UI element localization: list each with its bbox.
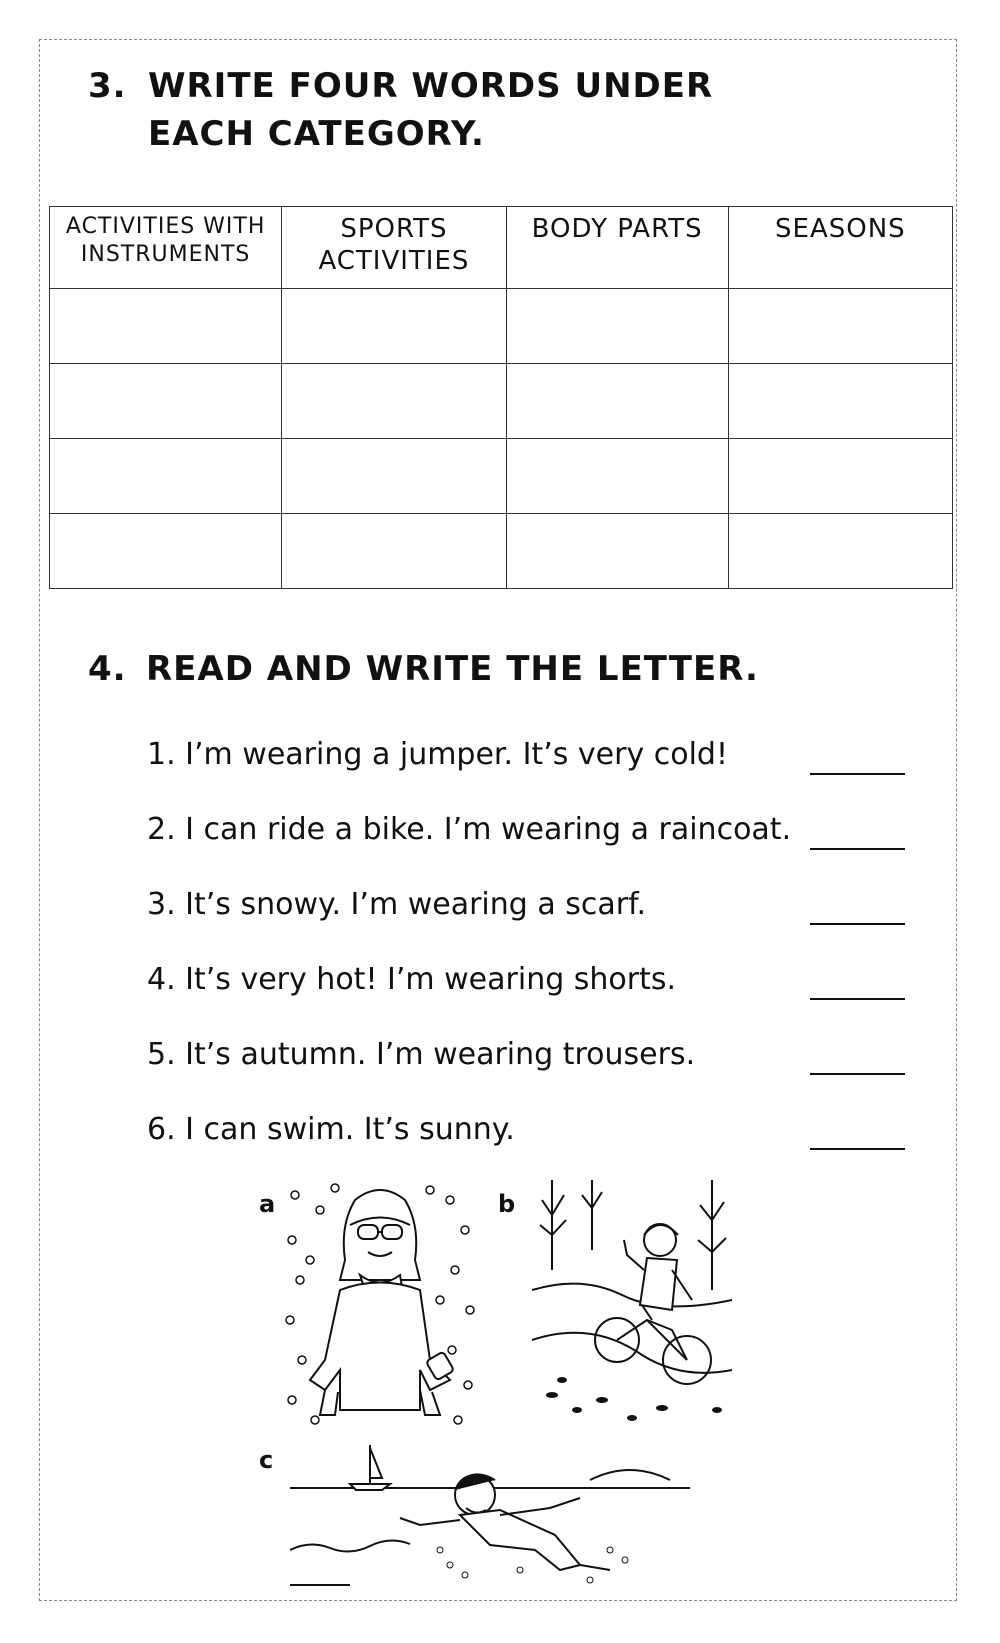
list-item bbox=[147, 885, 917, 960]
answer-cell[interactable] bbox=[282, 289, 506, 364]
header-activities-with-instruments: ACTIVITIES WITH INSTRUMENTS bbox=[50, 207, 282, 289]
header-seasons: SEASONS bbox=[728, 207, 952, 289]
answer-cell[interactable] bbox=[282, 439, 506, 514]
category-table bbox=[49, 206, 953, 589]
section-4-number: 4. bbox=[88, 649, 127, 689]
picture-a-letter: a bbox=[259, 1190, 276, 1218]
sentence-text: 1. I’m wearing a jumper. It’s very cold! bbox=[147, 737, 728, 772]
answer-blank[interactable] bbox=[810, 773, 905, 775]
answer-cell[interactable] bbox=[506, 439, 728, 514]
boy-swimming-icon bbox=[290, 1440, 710, 1590]
child-on-bike-icon bbox=[532, 1180, 732, 1430]
list-item bbox=[147, 1035, 917, 1110]
list-item bbox=[147, 810, 917, 885]
answer-cell[interactable] bbox=[50, 364, 282, 439]
sentence-text: 4. It’s very hot! I’m wearing shorts. bbox=[147, 962, 677, 997]
section-3-title: WRITE FOUR WORDS UNDER EACH CATEGORY. bbox=[148, 66, 714, 154]
answer-cell[interactable] bbox=[282, 364, 506, 439]
answer-cell[interactable] bbox=[282, 514, 506, 589]
answer-blank[interactable] bbox=[810, 848, 905, 850]
table-row bbox=[50, 514, 953, 589]
answer-blank[interactable] bbox=[810, 923, 905, 925]
category-table-header-row bbox=[50, 207, 953, 289]
sentence-text: 5. It’s autumn. I’m wearing trousers. bbox=[147, 1037, 696, 1072]
answer-cell[interactable] bbox=[506, 514, 728, 589]
picture-a bbox=[255, 1180, 480, 1430]
answer-cell[interactable] bbox=[50, 514, 282, 589]
answer-cell[interactable] bbox=[50, 439, 282, 514]
header-sports-activities: SPORTS ACTIVITIES bbox=[282, 207, 506, 289]
table-row bbox=[50, 364, 953, 439]
answer-cell[interactable] bbox=[728, 514, 952, 589]
sentence-text: 2. I can ride a bike. I’m wearing a raincoat. bbox=[147, 812, 792, 847]
answer-cell[interactable] bbox=[506, 289, 728, 364]
list-item bbox=[147, 735, 917, 810]
answer-blank[interactable] bbox=[810, 1148, 905, 1150]
answer-cell[interactable] bbox=[506, 364, 728, 439]
sentence-text: 3. It’s snowy. I’m wearing a scarf. bbox=[147, 887, 647, 922]
answer-cell[interactable] bbox=[728, 439, 952, 514]
sentence-list bbox=[147, 735, 917, 1185]
picture-b bbox=[492, 1180, 732, 1430]
section-4-title: READ AND WRITE THE LETTER. bbox=[146, 649, 759, 689]
sentence-text: 6. I can swim. It’s sunny. bbox=[147, 1112, 515, 1147]
table-row bbox=[50, 289, 953, 364]
picture-c bbox=[255, 1440, 715, 1600]
header-body-parts: BODY PARTS bbox=[506, 207, 728, 289]
answer-cell[interactable] bbox=[50, 289, 282, 364]
answer-blank[interactable] bbox=[810, 998, 905, 1000]
list-item bbox=[147, 1110, 917, 1185]
table-row bbox=[50, 439, 953, 514]
section-3-number: 3. bbox=[88, 66, 127, 106]
picture-c-letter: c bbox=[259, 1446, 274, 1474]
answer-cell[interactable] bbox=[728, 364, 952, 439]
girl-in-snow-icon bbox=[280, 1180, 480, 1430]
answer-blank[interactable] bbox=[810, 1073, 905, 1075]
list-item bbox=[147, 960, 917, 1035]
answer-cell[interactable] bbox=[728, 289, 952, 364]
picture-b-letter: b bbox=[498, 1190, 516, 1218]
